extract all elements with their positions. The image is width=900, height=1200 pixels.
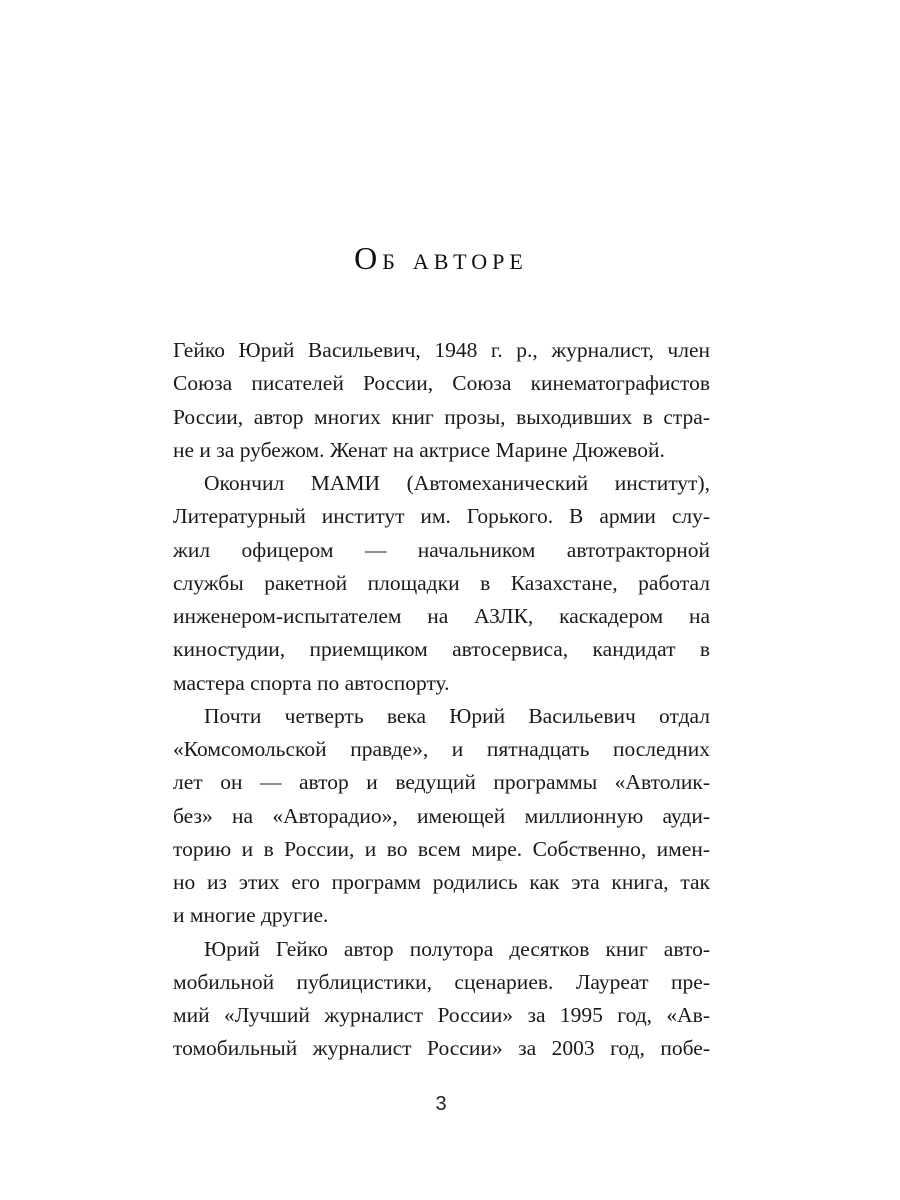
page-number: 3 <box>435 1093 447 1115</box>
paragraph-2-line-3: жил офицером — начальником автотракторной <box>173 537 710 562</box>
paragraph-2-line-7: мастера спорта по автоспорту. <box>173 670 450 695</box>
paragraph-3-line-4: без» на «Авторадио», имеющей миллионную ауди- <box>173 803 710 828</box>
paragraph-1-line-3: России, автор многих книг прозы, выходивших в стра- <box>173 404 710 429</box>
paragraph-2-line-4: службы ракетной площадки в Казахстане, работал <box>173 570 710 595</box>
paragraph-3-line-2: «Комсомольской правде», и пятнадцать последних <box>173 737 710 761</box>
body-text <box>173 334 710 1066</box>
paragraph-1-line-2: Союза писателей России, Союза кинематографистов <box>173 371 710 396</box>
paragraph-4-line-1: Юрий Гейко автор полутора десятков книг авто- <box>204 936 710 961</box>
paragraph-2-line-2: Литературный институт им. Горького. В армии слу- <box>173 504 710 529</box>
paragraph-4-line-3: мий «Лучший журналист России» за 1995 год, «Ав- <box>173 1003 710 1027</box>
paragraph-4-line-2: мобильной публицистики, сценариев. Лауреат пре- <box>173 969 710 994</box>
paragraph-1-line-1: Гейко Юрий Васильевич, 1948 г. р., журналист, член <box>173 338 710 362</box>
paragraph-4-line-4: томобильный журналист России» за 2003 год, побе- <box>173 1036 710 1061</box>
paragraph-3-line-1: Почти четверть века Юрий Васильевич отдал <box>204 703 710 728</box>
paragraph-3-line-7: и многие другие. <box>173 903 329 928</box>
paragraph-3-line-5: торию и в России, и во всем мире. Собственно, имен- <box>173 836 710 861</box>
chapter-title: Об авторе <box>354 240 528 276</box>
paragraph-3-line-6: но из этих его программ родились как эта книга, так <box>173 870 710 894</box>
paragraph-1-line-4: не и за рубежом. Женат на актрисе Марине Дюжевой. <box>173 437 665 462</box>
paragraph-2-line-6: киностудии, приемщиком автосервиса, кандидат в <box>173 637 710 662</box>
paragraph-2-line-1: Окончил МАМИ (Автомеханический институт), <box>204 471 710 495</box>
paragraph-3-line-3: лет он — автор и ведущий программы «Автолик- <box>173 770 710 795</box>
paragraph-2-line-5: инженером-испытателем на АЗЛК, каскадером на <box>173 604 710 628</box>
